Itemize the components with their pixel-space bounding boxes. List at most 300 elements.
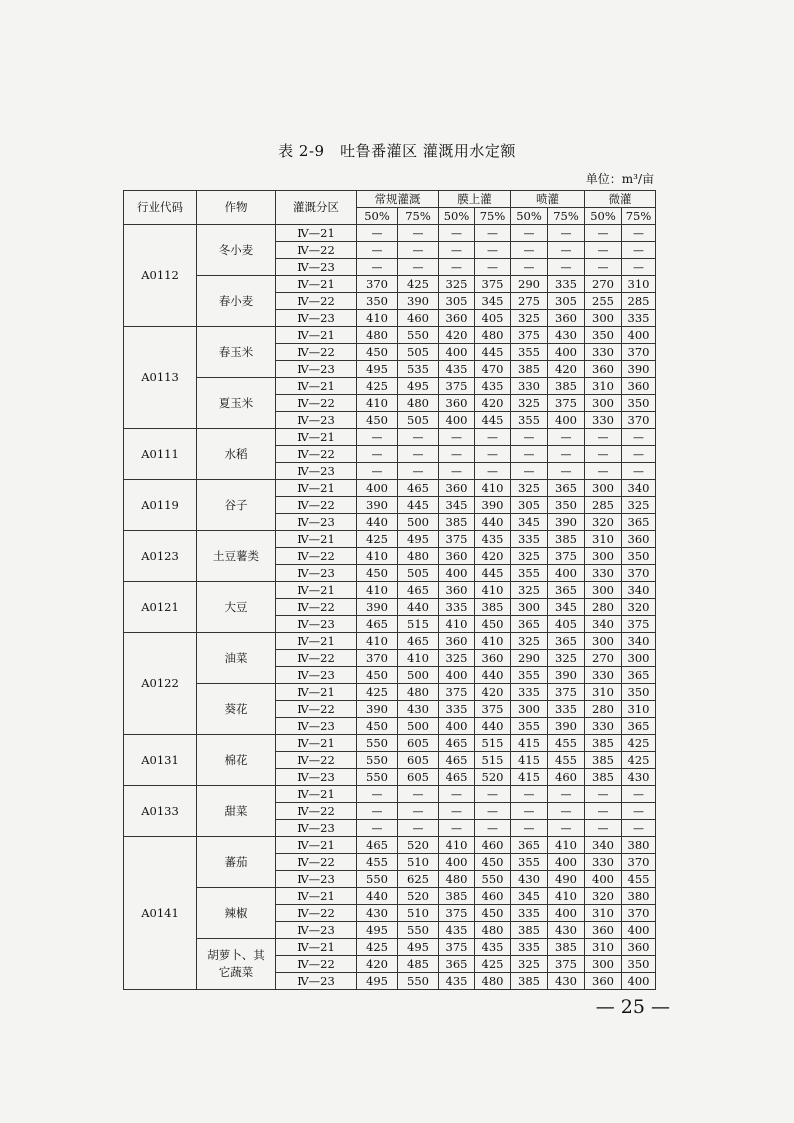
value-cell: 360	[439, 310, 475, 327]
value-cell: —	[475, 225, 511, 242]
value-cell: 345	[511, 514, 548, 531]
zone-cell: Ⅳ—21	[276, 429, 357, 446]
value-cell: —	[622, 803, 656, 820]
value-cell: 375	[548, 548, 585, 565]
zone-cell: Ⅳ—23	[276, 667, 357, 684]
value-cell: 300	[585, 310, 622, 327]
value-cell: 300	[585, 956, 622, 973]
value-cell: 465	[439, 735, 475, 752]
table-row	[124, 735, 656, 752]
header-pct: 75%	[475, 208, 511, 225]
value-cell: —	[398, 242, 439, 259]
zone-cell: Ⅳ—23	[276, 820, 357, 837]
value-cell: 420	[475, 548, 511, 565]
value-cell: 400	[439, 344, 475, 361]
value-cell: 400	[439, 565, 475, 582]
value-cell: —	[475, 820, 511, 837]
value-cell: 480	[475, 327, 511, 344]
zone-cell: Ⅳ—23	[276, 565, 357, 582]
zone-cell: Ⅳ—23	[276, 514, 357, 531]
value-cell: 440	[475, 667, 511, 684]
table-row	[124, 327, 656, 344]
value-cell: 410	[439, 837, 475, 854]
value-cell: 375	[439, 684, 475, 701]
value-cell: 410	[357, 395, 398, 412]
value-cell: 340	[622, 480, 656, 497]
zone-cell: Ⅳ—21	[276, 939, 357, 956]
value-cell: 550	[398, 327, 439, 344]
industry-code-cell: A0121	[124, 582, 197, 633]
value-cell: 480	[475, 973, 511, 990]
value-cell: 430	[622, 769, 656, 786]
value-cell: 400	[548, 412, 585, 429]
value-cell: 270	[585, 650, 622, 667]
value-cell: 385	[585, 769, 622, 786]
zone-cell: Ⅳ—21	[276, 225, 357, 242]
value-cell: 495	[398, 939, 439, 956]
value-cell: 520	[398, 888, 439, 905]
value-cell: 335	[622, 310, 656, 327]
value-cell: 360	[622, 531, 656, 548]
value-cell: —	[439, 803, 475, 820]
value-cell: 325	[511, 548, 548, 565]
value-cell: 340	[585, 837, 622, 854]
industry-code-cell: A0123	[124, 531, 197, 582]
value-cell: —	[475, 429, 511, 446]
industry-code-cell: A0111	[124, 429, 197, 480]
value-cell: 420	[357, 956, 398, 973]
value-cell: 515	[475, 735, 511, 752]
zone-cell: Ⅳ—22	[276, 701, 357, 718]
value-cell: 375	[475, 701, 511, 718]
value-cell: 300	[622, 650, 656, 667]
header-pct: 50%	[357, 208, 398, 225]
value-cell: 385	[511, 361, 548, 378]
value-cell: 440	[357, 888, 398, 905]
value-cell: 445	[398, 497, 439, 514]
value-cell: —	[398, 225, 439, 242]
table-row	[124, 888, 656, 905]
zone-cell: Ⅳ—22	[276, 446, 357, 463]
value-cell: 340	[622, 582, 656, 599]
value-cell: 365	[622, 667, 656, 684]
table-row	[124, 582, 656, 599]
value-cell: 465	[398, 480, 439, 497]
value-cell: —	[585, 225, 622, 242]
crop-name-cell: 甜菜	[197, 786, 276, 837]
value-cell: 400	[548, 344, 585, 361]
industry-code-cell: A0133	[124, 786, 197, 837]
value-cell: 370	[622, 854, 656, 871]
value-cell: 410	[357, 582, 398, 599]
value-cell: 335	[511, 684, 548, 701]
value-cell: —	[398, 803, 439, 820]
value-cell: 425	[357, 531, 398, 548]
value-cell: —	[585, 803, 622, 820]
table-row	[124, 480, 656, 497]
value-cell: 510	[398, 905, 439, 922]
value-cell: —	[357, 786, 398, 803]
value-cell: 390	[398, 293, 439, 310]
value-cell: —	[548, 429, 585, 446]
value-cell: 405	[548, 616, 585, 633]
value-cell: 410	[475, 582, 511, 599]
zone-cell: Ⅳ—21	[276, 888, 357, 905]
zone-cell: Ⅳ—23	[276, 871, 357, 888]
value-cell: —	[398, 463, 439, 480]
value-cell: 375	[548, 395, 585, 412]
value-cell: 325	[511, 633, 548, 650]
industry-code-cell: A0141	[124, 837, 197, 990]
header-method: 膜上灌	[439, 191, 511, 208]
value-cell: —	[439, 225, 475, 242]
value-cell: —	[511, 429, 548, 446]
value-cell: 425	[622, 752, 656, 769]
header-method: 微灌	[585, 191, 656, 208]
value-cell: —	[622, 786, 656, 803]
value-cell: 515	[398, 616, 439, 633]
industry-code-cell: A0131	[124, 735, 197, 786]
value-cell: 605	[398, 769, 439, 786]
value-cell: 330	[585, 344, 622, 361]
value-cell: 465	[398, 633, 439, 650]
value-cell: 550	[357, 871, 398, 888]
value-cell: —	[585, 259, 622, 276]
value-cell: 325	[511, 310, 548, 327]
value-cell: —	[439, 786, 475, 803]
value-cell: —	[475, 242, 511, 259]
value-cell: —	[622, 242, 656, 259]
zone-cell: Ⅳ—22	[276, 395, 357, 412]
table-row	[124, 225, 656, 242]
value-cell: —	[398, 820, 439, 837]
value-cell: 550	[398, 973, 439, 990]
table-header	[124, 191, 656, 225]
value-cell: 310	[622, 276, 656, 293]
value-cell: —	[511, 463, 548, 480]
value-cell: 435	[439, 973, 475, 990]
table-row	[124, 786, 656, 803]
value-cell: 420	[548, 361, 585, 378]
industry-code-cell: A0112	[124, 225, 197, 327]
value-cell: 385	[585, 752, 622, 769]
value-cell: 455	[357, 854, 398, 871]
value-cell: 390	[548, 667, 585, 684]
value-cell: 510	[398, 854, 439, 871]
value-cell: 455	[622, 871, 656, 888]
value-cell: 275	[511, 293, 548, 310]
value-cell: 390	[548, 514, 585, 531]
value-cell: 335	[511, 905, 548, 922]
header-crop: 作物	[197, 191, 276, 225]
value-cell: 325	[511, 395, 548, 412]
value-cell: —	[622, 429, 656, 446]
value-cell: 415	[511, 752, 548, 769]
value-cell: —	[622, 225, 656, 242]
value-cell: 345	[439, 497, 475, 514]
value-cell: 450	[357, 718, 398, 735]
value-cell: 375	[511, 327, 548, 344]
zone-cell: Ⅳ—21	[276, 378, 357, 395]
zone-cell: Ⅳ—21	[276, 480, 357, 497]
value-cell: 400	[439, 412, 475, 429]
value-cell: —	[548, 803, 585, 820]
header-pct: 75%	[398, 208, 439, 225]
crop-name-cell: 蕃茄	[197, 837, 276, 888]
value-cell: 430	[398, 701, 439, 718]
value-cell: 310	[585, 939, 622, 956]
value-cell: 325	[548, 650, 585, 667]
value-cell: 455	[548, 735, 585, 752]
value-cell: 385	[585, 735, 622, 752]
value-cell: 360	[439, 480, 475, 497]
value-cell: 505	[398, 565, 439, 582]
value-cell: 285	[585, 497, 622, 514]
value-cell: 375	[439, 531, 475, 548]
value-cell: —	[475, 463, 511, 480]
crop-name-cell: 夏玉米	[197, 378, 276, 429]
value-cell: 550	[357, 769, 398, 786]
value-cell: 385	[548, 378, 585, 395]
value-cell: 300	[511, 701, 548, 718]
value-cell: 480	[398, 548, 439, 565]
value-cell: 495	[398, 531, 439, 548]
value-cell: 480	[398, 395, 439, 412]
value-cell: 350	[622, 395, 656, 412]
value-cell: 500	[398, 718, 439, 735]
value-cell: —	[439, 446, 475, 463]
value-cell: 535	[398, 361, 439, 378]
value-cell: 450	[357, 565, 398, 582]
table-title: 表 2-9 吐鲁番灌区 灌溉用水定额	[278, 142, 516, 160]
value-cell: 360	[585, 922, 622, 939]
zone-cell: Ⅳ—22	[276, 548, 357, 565]
value-cell: 360	[622, 939, 656, 956]
zone-cell: Ⅳ—23	[276, 412, 357, 429]
zone-cell: Ⅳ—21	[276, 531, 357, 548]
value-cell: 425	[357, 378, 398, 395]
value-cell: 365	[548, 480, 585, 497]
value-cell: 495	[357, 922, 398, 939]
value-cell: —	[357, 446, 398, 463]
value-cell: 495	[357, 973, 398, 990]
value-cell: 425	[398, 276, 439, 293]
value-cell: —	[475, 803, 511, 820]
value-cell: 440	[398, 599, 439, 616]
value-cell: 370	[622, 412, 656, 429]
value-cell: —	[585, 446, 622, 463]
zone-cell: Ⅳ—23	[276, 361, 357, 378]
value-cell: 310	[585, 531, 622, 548]
value-cell: 300	[585, 548, 622, 565]
value-cell: —	[622, 463, 656, 480]
value-cell: 400	[548, 905, 585, 922]
value-cell: 370	[357, 276, 398, 293]
value-cell: 360	[585, 973, 622, 990]
value-cell: 490	[548, 871, 585, 888]
value-cell: 310	[585, 378, 622, 395]
value-cell: —	[398, 446, 439, 463]
value-cell: 450	[357, 412, 398, 429]
crop-name-cell: 水稻	[197, 429, 276, 480]
value-cell: 400	[585, 871, 622, 888]
value-cell: 345	[511, 888, 548, 905]
value-cell: 365	[548, 582, 585, 599]
value-cell: 360	[622, 378, 656, 395]
value-cell: 505	[398, 412, 439, 429]
value-cell: 330	[585, 412, 622, 429]
unit-label: 单位：m³/亩	[585, 172, 654, 186]
value-cell: 400	[622, 327, 656, 344]
zone-cell: Ⅳ—22	[276, 905, 357, 922]
value-cell: 400	[439, 667, 475, 684]
value-cell: 390	[357, 599, 398, 616]
value-cell: —	[439, 820, 475, 837]
crop-name-cell: 春小麦	[197, 276, 276, 327]
zone-cell: Ⅳ—22	[276, 293, 357, 310]
value-cell: 390	[357, 497, 398, 514]
crop-name-cell: 大豆	[197, 582, 276, 633]
value-cell: 350	[622, 956, 656, 973]
crop-name-cell: 胡萝卜、其它蔬菜	[197, 939, 276, 990]
value-cell: 375	[548, 956, 585, 973]
value-cell: 305	[439, 293, 475, 310]
value-cell: 390	[548, 718, 585, 735]
zone-cell: Ⅳ—23	[276, 718, 357, 735]
value-cell: —	[357, 259, 398, 276]
value-cell: 520	[475, 769, 511, 786]
value-cell: 385	[548, 939, 585, 956]
value-cell: —	[585, 463, 622, 480]
value-cell: 355	[511, 854, 548, 871]
value-cell: —	[548, 259, 585, 276]
value-cell: 425	[475, 956, 511, 973]
header-pct: 75%	[548, 208, 585, 225]
crop-name-cell: 棉花	[197, 735, 276, 786]
value-cell: 325	[622, 497, 656, 514]
value-cell: 470	[475, 361, 511, 378]
table-row	[124, 531, 656, 548]
value-cell: 465	[357, 837, 398, 854]
zone-cell: Ⅳ—21	[276, 684, 357, 701]
value-cell: 465	[357, 616, 398, 633]
value-cell: —	[357, 820, 398, 837]
value-cell: —	[511, 225, 548, 242]
table-row	[124, 276, 656, 293]
header-code: 行业代码	[124, 191, 197, 225]
value-cell: 450	[475, 854, 511, 871]
value-cell: 350	[585, 327, 622, 344]
value-cell: 435	[475, 939, 511, 956]
irrigation-quota-table	[123, 190, 656, 990]
value-cell: —	[439, 242, 475, 259]
value-cell: 330	[585, 854, 622, 871]
value-cell: 360	[439, 633, 475, 650]
value-cell: 485	[398, 956, 439, 973]
value-cell: —	[357, 242, 398, 259]
value-cell: 285	[622, 293, 656, 310]
value-cell: 460	[475, 888, 511, 905]
value-cell: 495	[357, 361, 398, 378]
value-cell: —	[357, 463, 398, 480]
value-cell: 330	[585, 718, 622, 735]
value-cell: 420	[475, 395, 511, 412]
value-cell: —	[548, 225, 585, 242]
value-cell: 420	[439, 327, 475, 344]
value-cell: 365	[511, 616, 548, 633]
value-cell: 380	[622, 837, 656, 854]
value-cell: 440	[475, 718, 511, 735]
value-cell: 360	[439, 582, 475, 599]
value-cell: 410	[475, 480, 511, 497]
value-cell: 280	[585, 599, 622, 616]
value-cell: —	[622, 446, 656, 463]
value-cell: 370	[622, 344, 656, 361]
value-cell: —	[548, 242, 585, 259]
value-cell: 445	[475, 412, 511, 429]
value-cell: 360	[439, 395, 475, 412]
value-cell: 300	[511, 599, 548, 616]
value-cell: —	[585, 820, 622, 837]
value-cell: 310	[622, 701, 656, 718]
value-cell: —	[511, 259, 548, 276]
value-cell: 330	[511, 378, 548, 395]
value-cell: 350	[548, 497, 585, 514]
zone-cell: Ⅳ—21	[276, 276, 357, 293]
value-cell: 465	[439, 769, 475, 786]
zone-cell: Ⅳ—22	[276, 344, 357, 361]
value-cell: 270	[585, 276, 622, 293]
value-cell: 385	[475, 599, 511, 616]
header-pct: 50%	[511, 208, 548, 225]
value-cell: 415	[511, 769, 548, 786]
value-cell: 450	[475, 616, 511, 633]
value-cell: —	[548, 446, 585, 463]
value-cell: 400	[548, 565, 585, 582]
value-cell: 335	[439, 599, 475, 616]
value-cell: 480	[439, 871, 475, 888]
zone-cell: Ⅳ—23	[276, 616, 357, 633]
header-pct: 50%	[439, 208, 475, 225]
value-cell: 325	[511, 956, 548, 973]
value-cell: 390	[357, 701, 398, 718]
value-cell: 425	[357, 939, 398, 956]
value-cell: 325	[511, 582, 548, 599]
value-cell: 440	[357, 514, 398, 531]
value-cell: 430	[548, 973, 585, 990]
value-cell: 350	[622, 548, 656, 565]
value-cell: —	[548, 820, 585, 837]
header-method: 常规灌溉	[357, 191, 439, 208]
value-cell: 605	[398, 735, 439, 752]
value-cell: 455	[548, 752, 585, 769]
crop-name-cell: 土豆薯类	[197, 531, 276, 582]
value-cell: 400	[622, 973, 656, 990]
value-cell: 410	[357, 310, 398, 327]
value-cell: —	[475, 259, 511, 276]
value-cell: 305	[548, 293, 585, 310]
value-cell: —	[548, 463, 585, 480]
value-cell: 370	[622, 565, 656, 582]
value-cell: 380	[622, 888, 656, 905]
value-cell: 520	[398, 837, 439, 854]
zone-cell: Ⅳ—21	[276, 837, 357, 854]
zone-cell: Ⅳ—22	[276, 497, 357, 514]
header-pct: 75%	[622, 208, 656, 225]
value-cell: 415	[511, 735, 548, 752]
value-cell: 335	[439, 701, 475, 718]
zone-cell: Ⅳ—22	[276, 242, 357, 259]
